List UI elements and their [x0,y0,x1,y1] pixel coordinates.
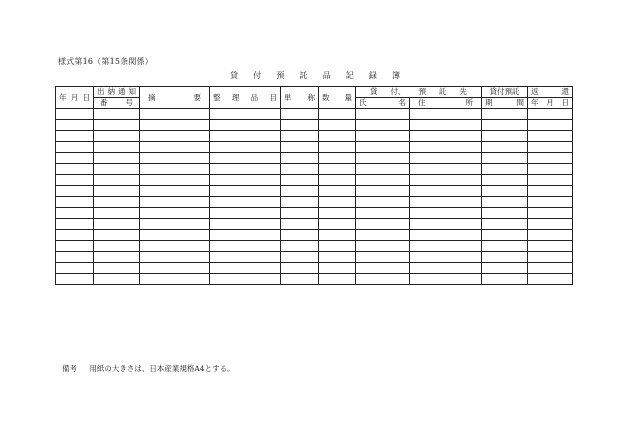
ledger-cell[interactable] [94,142,140,153]
header-char: 年 [531,98,539,108]
ledger-cell[interactable] [528,197,573,208]
ledger-cell[interactable] [140,186,210,197]
header-char: 託 [439,87,447,97]
ledger-cell[interactable] [210,208,281,219]
ledger-cell[interactable] [410,153,482,164]
ledger-cell[interactable] [528,175,573,186]
ledger-cell[interactable] [140,252,210,263]
ledger-cell[interactable] [210,120,281,131]
ledger-cell[interactable] [140,197,210,208]
header-name [356,98,410,109]
ledger-cell[interactable] [281,274,319,285]
ledger-cell[interactable] [210,142,281,153]
ledger-row [56,153,573,164]
header-char: 付、 [390,87,406,97]
ledger-cell[interactable] [528,164,573,175]
ledger-cell[interactable] [356,175,410,186]
ledger-cell[interactable] [281,153,319,164]
ledger-row [56,120,573,131]
ledger-cell[interactable] [210,153,281,164]
ledger-row [56,208,573,219]
ledger-cell[interactable] [281,241,319,252]
ledger-cell[interactable] [410,274,482,285]
ledger-cell[interactable] [482,120,528,131]
ledger-cell[interactable] [140,208,210,219]
ledger-cell[interactable] [356,186,410,197]
header-char: 所 [465,98,473,108]
ledger-row [56,142,573,153]
ledger-cell[interactable] [528,241,573,252]
ledger-cell[interactable] [94,186,140,197]
ledger-cell[interactable] [56,263,94,274]
ledger-cell[interactable] [281,120,319,131]
ledger-cell[interactable] [528,120,573,131]
ledger-cell[interactable] [56,131,94,142]
ledger-cell[interactable] [410,131,482,142]
ledger-cell[interactable] [319,142,356,153]
ledger-cell[interactable] [319,241,356,252]
ledger-cell[interactable] [210,186,281,197]
header-unit [281,87,319,109]
ledger-cell[interactable] [356,131,410,142]
ledger-cell[interactable] [94,208,140,219]
ledger-cell[interactable] [94,230,140,241]
header-char: 月 [70,92,79,102]
header-char: 名 [398,98,406,108]
header-period-bottom [482,98,528,109]
header-char: 預 [418,87,426,97]
ledger-cell[interactable] [356,263,410,274]
ledger-cell[interactable] [56,175,94,186]
ledger-cell[interactable] [410,164,482,175]
ledger-cell[interactable] [210,197,281,208]
remarks-note [62,363,235,374]
ledger-cell[interactable] [319,197,356,208]
ledger-cell[interactable] [281,142,319,153]
ledger-cell[interactable] [482,153,528,164]
ledger-cell[interactable] [356,120,410,131]
remarks-text: 用紙の大きさは、日本産業規格A4とする。 [89,364,235,373]
ledger-cell[interactable] [482,219,528,230]
ledger-cell[interactable] [528,252,573,263]
ledger-cell[interactable] [94,263,140,274]
ledger-cell[interactable] [319,153,356,164]
ledger-cell[interactable] [356,142,410,153]
ledger-cell[interactable] [528,219,573,230]
ledger-cell[interactable] [140,120,210,131]
header-row-top [56,87,573,98]
header-char: 先 [459,87,467,97]
ledger-cell[interactable] [482,197,528,208]
ledger-cell[interactable] [94,219,140,230]
ledger-cell[interactable] [482,131,528,142]
header-char: 納 [107,87,115,97]
ledger-row [56,241,573,252]
ledger-cell[interactable] [528,153,573,164]
ledger-cell[interactable] [528,230,573,241]
header-char: 量 [344,92,352,102]
ledger-cell[interactable] [94,109,140,120]
ledger-cell[interactable] [482,175,528,186]
ledger-cell[interactable] [281,175,319,186]
ledger-cell[interactable] [281,252,319,263]
header-char: 摘 [148,92,156,102]
header-char: 単 [284,92,292,102]
ledger-cell[interactable] [410,175,482,186]
ledger-cell[interactable] [56,230,94,241]
ledger-cell[interactable] [140,263,210,274]
title-char: 録 [368,71,377,80]
ledger-cell[interactable] [94,274,140,285]
ledger-row [56,263,573,274]
ledger-cell[interactable] [94,241,140,252]
ledger-cell[interactable] [281,208,319,219]
ledger-row [56,219,573,230]
header-char: 住 [418,98,426,108]
ledger-row [56,230,573,241]
ledger-cell[interactable] [56,197,94,208]
ledger-row [56,109,573,120]
ledger-cell[interactable] [94,164,140,175]
ledger-cell[interactable] [56,164,94,175]
ledger-cell[interactable] [410,142,482,153]
ledger-cell[interactable] [482,274,528,285]
ledger-cell[interactable] [281,131,319,142]
header-return-bottom [528,98,573,109]
header-char: 貸付預託 [489,87,520,97]
ledger-cell[interactable] [56,252,94,263]
ledger-cell[interactable] [528,263,573,274]
ledger-cell[interactable] [410,197,482,208]
ledger-cell[interactable] [482,252,528,263]
ledger-row [56,274,573,285]
header-char: 年 [59,92,67,102]
ledger-cell[interactable] [94,197,140,208]
ledger-cell[interactable] [94,131,140,142]
ledger-cell[interactable] [210,164,281,175]
ledger-cell[interactable] [356,252,410,263]
ledger-cell[interactable] [140,274,210,285]
header-char: 還 [561,87,569,97]
header-address [410,98,482,109]
header-quantity [319,87,356,109]
ledger-cell[interactable] [410,252,482,263]
ledger-cell[interactable] [356,208,410,219]
ledger-cell[interactable] [210,263,281,274]
header-return-top [528,87,573,98]
ledger-cell[interactable] [210,230,281,241]
ledger-cell[interactable] [210,252,281,263]
ledger-cell[interactable] [528,109,573,120]
header-char: 称 [307,92,315,102]
ledger-cell[interactable] [482,208,528,219]
ledger-cell[interactable] [210,131,281,142]
ledger-cell[interactable] [140,131,210,142]
ledger-cell[interactable] [410,230,482,241]
ledger-cell[interactable] [210,241,281,252]
title-char: 記 [345,71,354,80]
header-char: 日 [561,98,569,108]
header-date [56,87,94,109]
remarks-label: 備考 [62,364,77,373]
ledger-cell[interactable] [140,109,210,120]
header-notice-bottom [94,98,140,109]
header-char: 理 [231,92,240,102]
ledger-row [56,197,573,208]
ledger-cell[interactable] [482,230,528,241]
header-lend-group [356,87,482,98]
ledger-cell[interactable] [140,230,210,241]
ledger-cell[interactable] [356,230,410,241]
title-char: 託 [299,71,308,80]
form-label: 様式第16（第15条関係） [58,57,153,66]
ledger-cell[interactable] [410,109,482,120]
header-char: 要 [193,92,201,102]
ledger-cell[interactable] [319,219,356,230]
ledger-cell[interactable] [319,263,356,274]
title-char: 品 [322,71,331,80]
ledger-cell[interactable] [319,230,356,241]
ledger-row [56,175,573,186]
header-char: 間 [516,98,524,108]
ledger-cell[interactable] [140,164,210,175]
ledger-cell[interactable] [528,131,573,142]
ledger-cell[interactable] [356,241,410,252]
ledger-cell[interactable] [56,142,94,153]
ledger-cell[interactable] [281,230,319,241]
ledger-cell[interactable] [356,164,410,175]
ledger-cell[interactable] [140,153,210,164]
ledger-cell[interactable] [140,241,210,252]
ledger-cell[interactable] [94,252,140,263]
ledger-cell[interactable] [410,120,482,131]
ledger-cell[interactable] [56,153,94,164]
header-char: 目 [269,92,277,102]
title-char: 預 [276,71,285,80]
header-char: 日 [82,92,90,102]
ledger-cell[interactable] [319,109,356,120]
header-item [210,87,281,109]
ledger-cell[interactable] [356,153,410,164]
ledger-cell[interactable] [281,263,319,274]
ledger-cell[interactable] [528,274,573,285]
ledger-cell[interactable] [410,219,482,230]
ledger-cell[interactable] [482,164,528,175]
header-char: 号 [125,98,133,108]
ledger-cell[interactable] [356,219,410,230]
ledger-cell[interactable] [281,197,319,208]
ledger-cell[interactable] [319,164,356,175]
ledger-cell[interactable] [410,241,482,252]
header-char: 数 [322,92,330,102]
ledger-cell[interactable] [281,186,319,197]
ledger-cell[interactable] [482,186,528,197]
ledger-cell[interactable] [140,142,210,153]
ledger-cell[interactable] [356,274,410,285]
ledger-cell[interactable] [281,219,319,230]
ledger-cell[interactable] [319,120,356,131]
ledger-cell[interactable] [94,120,140,131]
ledger-row [56,186,573,197]
ledger-cell[interactable] [210,109,281,120]
header-char: 整 [213,92,221,102]
header-char: 品 [250,92,259,102]
ledger-table [55,86,573,285]
ledger-cell[interactable] [56,109,94,120]
header-char: 貸 [370,87,378,97]
ledger-cell[interactable] [281,164,319,175]
header-char: 期 [485,98,493,108]
title-char: 付 [253,71,262,80]
ledger-cell[interactable] [210,175,281,186]
title-char: 貸 [230,71,238,80]
ledger-cell[interactable] [281,109,319,120]
ledger-cell[interactable] [410,186,482,197]
ledger-row [56,252,573,263]
ledger-cell[interactable] [356,197,410,208]
ledger-cell[interactable] [56,208,94,219]
ledger-cell[interactable] [94,153,140,164]
ledger-cell[interactable] [319,252,356,263]
ledger-cell[interactable] [319,131,356,142]
ledger-cell[interactable] [319,175,356,186]
ledger-cell[interactable] [94,175,140,186]
ledger-row [56,164,573,175]
ledger-cell[interactable] [528,208,573,219]
ledger-cell[interactable] [140,175,210,186]
ledger-row [56,131,573,142]
ledger-cell[interactable] [56,241,94,252]
ledger-cell[interactable] [140,219,210,230]
ledger-cell[interactable] [319,274,356,285]
header-char: 出 [97,87,105,97]
ledger-cell[interactable] [56,274,94,285]
header-char: 月 [546,98,554,108]
ledger-cell[interactable] [482,142,528,153]
ledger-cell[interactable] [56,186,94,197]
ledger-cell[interactable] [528,142,573,153]
header-char: 知 [128,87,136,97]
ledger-title [230,70,400,81]
ledger-cell[interactable] [210,219,281,230]
header-char: 番 [100,98,108,108]
ledger-cell[interactable] [356,109,410,120]
header-summary [140,87,210,109]
header-notice-top [94,87,140,98]
ledger-cell[interactable] [56,219,94,230]
ledger-cell[interactable] [482,109,528,120]
ledger-cell[interactable] [319,208,356,219]
ledger-cell[interactable] [319,186,356,197]
ledger-cell[interactable] [56,120,94,131]
ledger-cell[interactable] [528,186,573,197]
header-char: 通 [118,87,126,97]
ledger-cell[interactable] [482,241,528,252]
ledger-cell[interactable] [410,263,482,274]
title-char: 簿 [391,71,400,80]
header-char: 返 [531,87,539,97]
header-period-top [482,87,528,98]
ledger-cell[interactable] [210,274,281,285]
ledger-cell[interactable] [410,208,482,219]
header-char: 氏 [359,98,367,108]
ledger-cell[interactable] [482,263,528,274]
